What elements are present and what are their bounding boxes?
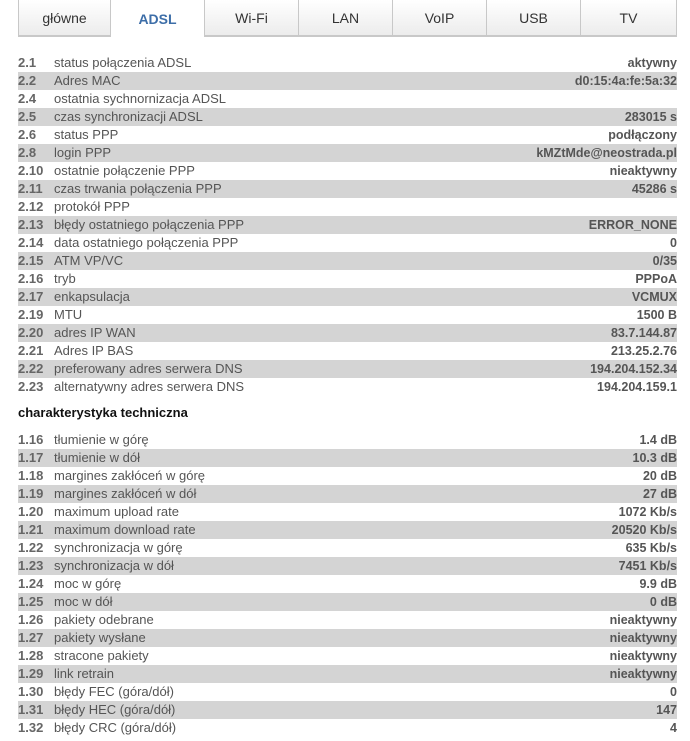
table-row [18, 647, 677, 665]
table-row [18, 701, 677, 719]
row-number: 1.29 [18, 666, 44, 681]
row-label: status połączenia ADSL [54, 55, 192, 70]
tab-usb[interactable]: USB [487, 0, 581, 36]
row-label: enkapsulacja [54, 289, 130, 304]
row-value: 20 dB [642, 469, 677, 483]
table-row [18, 90, 677, 108]
table-row [18, 270, 677, 288]
row-value: 9.9 dB [639, 577, 677, 591]
row-number: 2.5 [18, 109, 37, 124]
row-value: ERROR_NONE [588, 218, 677, 232]
row-number: 2.20 [18, 325, 44, 340]
row-value: 10.3 dB [632, 451, 677, 465]
row-value: 0/35 [652, 254, 677, 268]
table-row [18, 719, 677, 737]
row-number: 1.22 [18, 540, 44, 555]
row-value: 1072 Kb/s [618, 505, 677, 519]
tab-bar [18, 0, 677, 37]
row-label: tłumienie w górę [54, 432, 149, 447]
row-value: nieaktywny [609, 631, 677, 645]
row-label: pakiety odebrane [54, 612, 154, 627]
row-number: 2.11 [18, 181, 43, 196]
row-label: błędy HEC (góra/dół) [54, 702, 176, 717]
row-value: 1.4 dB [639, 433, 677, 447]
row-number: 1.30 [18, 684, 44, 699]
row-label: pakiety wysłane [54, 630, 146, 645]
table-row [18, 306, 677, 324]
row-number: 1.31 [18, 702, 44, 717]
row-label: Adres MAC [54, 73, 121, 88]
tab-voip[interactable]: VoIP [393, 0, 487, 36]
row-number: 2.16 [18, 271, 44, 286]
row-label: ostatnia sychnornizacja ADSL [54, 91, 226, 106]
row-label: Adres IP BAS [54, 343, 134, 358]
row-label: tryb [54, 271, 76, 286]
row-number: 1.20 [18, 504, 44, 519]
table-row [18, 665, 677, 683]
table-row [18, 593, 677, 611]
row-number: 2.19 [18, 307, 44, 322]
row-number: 2.14 [18, 235, 44, 250]
table-row [18, 467, 677, 485]
row-value: 194.204.152.34 [590, 362, 677, 376]
table-row [18, 324, 677, 342]
row-label: data ostatniego połączenia PPP [54, 235, 239, 250]
table-row [18, 288, 677, 306]
row-number: 2.21 [18, 343, 44, 358]
row-label: błędy CRC (góra/dół) [54, 720, 177, 735]
tab-lan[interactable]: LAN [299, 0, 393, 36]
row-value: nieaktywny [609, 613, 677, 627]
table-row [18, 557, 677, 575]
table-row [18, 234, 677, 252]
row-label: maximum download rate [54, 522, 196, 537]
row-number: 1.18 [18, 468, 44, 483]
table-row [18, 198, 677, 216]
row-value: nieaktywny [609, 667, 677, 681]
row-label: login PPP [54, 145, 112, 160]
row-value: 83.7.144.87 [610, 326, 677, 340]
table-row [18, 54, 677, 72]
row-value: 7451 Kb/s [618, 559, 677, 573]
row-number: 2.2 [18, 73, 37, 88]
row-label: maximum upload rate [54, 504, 179, 519]
row-label: błędy ostatniego połączenia PPP [54, 217, 245, 232]
row-label: preferowany adres serwera DNS [54, 361, 243, 376]
tab-tv[interactable]: TV [581, 0, 677, 36]
row-number: 2.8 [18, 145, 37, 160]
row-label: ATM VP/VC [54, 253, 124, 268]
row-number: 2.17 [18, 289, 44, 304]
row-value: 194.204.159.1 [597, 380, 677, 394]
row-number: 1.21 [18, 522, 44, 537]
row-value: 0 [670, 236, 677, 250]
row-label: stracone pakiety [54, 648, 149, 663]
row-label: link retrain [54, 666, 114, 681]
row-number: 2.6 [18, 127, 37, 142]
table-row [18, 342, 677, 360]
row-number: 2.23 [18, 379, 44, 394]
table-row [18, 611, 677, 629]
row-label: status PPP [54, 127, 119, 142]
row-label: błędy FEC (góra/dół) [54, 684, 174, 699]
table-row [18, 72, 677, 90]
row-number: 2.12 [18, 199, 44, 214]
row-number: 1.24 [18, 576, 44, 591]
table-row [18, 360, 677, 378]
row-value: nieaktywny [609, 649, 677, 663]
row-label: margines zakłóceń w dół [54, 486, 197, 501]
row-value: 0 dB [649, 595, 677, 609]
table-row [18, 144, 677, 162]
row-number: 1.16 [18, 432, 44, 447]
row-value: podłączony [608, 128, 677, 142]
table-row [18, 629, 677, 647]
row-number: 2.1 [18, 55, 37, 70]
row-number: 1.17 [18, 450, 44, 465]
table-row [18, 521, 677, 539]
table-row [18, 683, 677, 701]
row-number: 1.28 [18, 648, 44, 663]
adsl-status-table [18, 54, 677, 396]
table-row [18, 449, 677, 467]
row-value: 0 [670, 685, 677, 699]
table-row [18, 126, 677, 144]
row-label: margines zakłóceń w górę [54, 468, 206, 483]
tech-heading: charakterystyka techniczna [18, 405, 188, 420]
row-number: 1.32 [18, 720, 44, 735]
table-row [18, 252, 677, 270]
tab-główne[interactable]: główne [18, 0, 111, 36]
row-label: czas trwania połączenia PPP [54, 181, 222, 196]
row-value: 4 [670, 721, 677, 735]
table-row [18, 180, 677, 198]
tech-characteristics-table [18, 431, 677, 737]
row-value: kMZtMde@neostrada.pl [536, 146, 677, 160]
table-row [18, 503, 677, 521]
row-label: adres IP WAN [54, 325, 136, 340]
row-label: protokół PPP [54, 199, 130, 214]
row-value: VCMUX [631, 290, 677, 304]
row-label: moc w dół [54, 594, 113, 609]
table-row [18, 539, 677, 557]
row-value: 283015 s [624, 110, 677, 124]
row-value: 147 [656, 703, 677, 717]
row-value: 635 Kb/s [625, 541, 677, 555]
tab-wi-fi[interactable]: Wi-Fi [205, 0, 299, 36]
row-number: 1.27 [18, 630, 44, 645]
row-label: ostatnie połączenie PPP [54, 163, 195, 178]
table-row [18, 162, 677, 180]
row-label: synchronizacja w górę [54, 540, 183, 555]
row-number: 2.10 [18, 163, 44, 178]
row-value: 20520 Kb/s [611, 523, 677, 537]
table-row [18, 485, 677, 503]
row-number: 1.23 [18, 558, 44, 573]
row-label: czas synchronizacji ADSL [54, 109, 203, 124]
table-row [18, 575, 677, 593]
row-label: tłumienie w dół [54, 450, 140, 465]
row-label: MTU [54, 307, 83, 322]
row-value: 1500 B [636, 308, 677, 322]
table-row [18, 108, 677, 126]
row-number: 1.26 [18, 612, 44, 627]
tab-adsl[interactable]: ADSL [111, 0, 205, 37]
row-number: 1.25 [18, 594, 44, 609]
row-value: 213.25.2.76 [610, 344, 677, 358]
row-number: 2.15 [18, 253, 44, 268]
row-value: d0:15:4a:fe:5a:32 [574, 74, 677, 88]
row-value: nieaktywny [609, 164, 677, 178]
row-value: PPPoA [635, 272, 677, 286]
row-number: 2.22 [18, 361, 44, 376]
row-value: 45286 s [631, 182, 677, 196]
table-row [18, 216, 677, 234]
row-label: synchronizacja w dół [54, 558, 174, 573]
row-number: 1.19 [18, 486, 44, 501]
table-row [18, 378, 677, 396]
row-label: moc w górę [54, 576, 122, 591]
row-value: 27 dB [642, 487, 677, 501]
row-label: alternatywny adres serwera DNS [54, 379, 245, 394]
table-row [18, 431, 677, 449]
row-number: 2.13 [18, 217, 44, 232]
row-number: 2.4 [18, 91, 37, 106]
row-value: aktywny [627, 56, 677, 70]
